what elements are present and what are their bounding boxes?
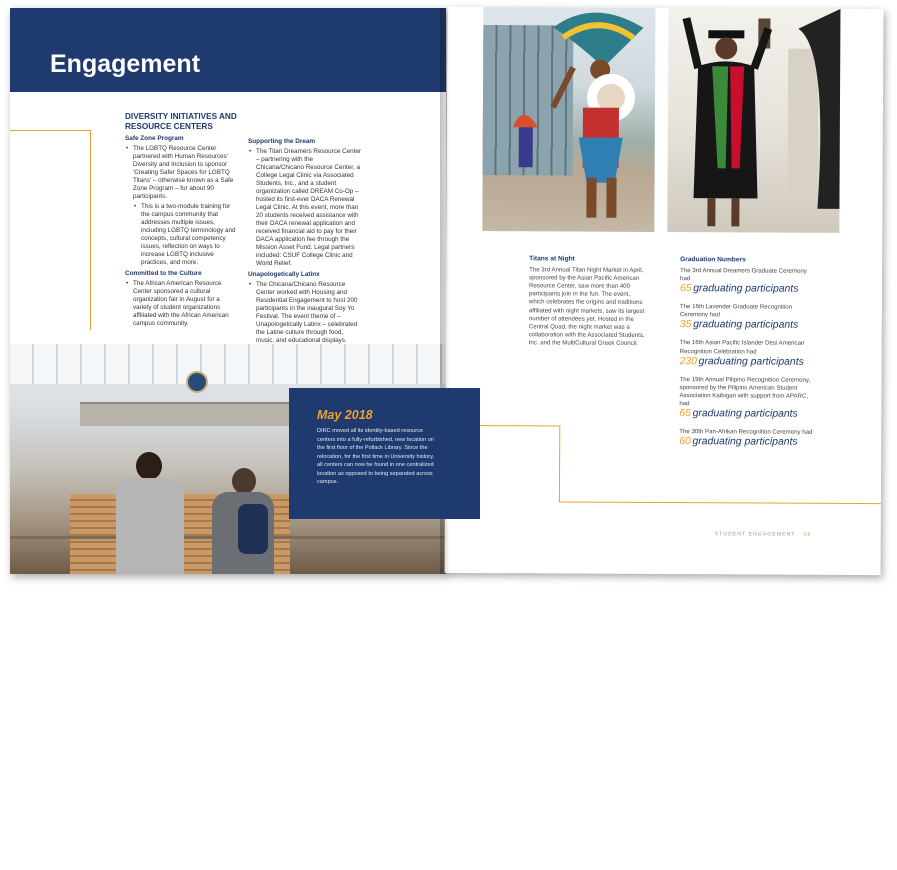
footer-label: STUDENT ENGAGEMENT	[714, 531, 796, 538]
graduation-count: 60	[679, 436, 691, 448]
right-page	[445, 7, 884, 575]
subheading-latinx: Unapologetically Latinx	[248, 271, 320, 278]
graduation-count: 35	[679, 319, 692, 331]
bullet-culture: • The African American Resource Center sponsored a cultural organization fair in August for a variety of student organizations affiliated with the African American campus community.	[125, 280, 239, 328]
graduation-desc: The 16th Asian Pacific Islander Desi American Recognition Celebration had	[679, 339, 805, 356]
graduation-count: 65	[679, 408, 691, 420]
graduation-desc: The 30th Pan-Afrikan Recognition Ceremony had	[679, 428, 813, 436]
student-figure	[116, 452, 184, 574]
may-2018-callout	[289, 388, 480, 519]
graduation-count: 230	[679, 355, 698, 367]
callout-title: May 2018	[317, 408, 373, 422]
titans-at-night-column	[529, 255, 647, 348]
graduate-figure	[667, 8, 840, 233]
decorative-rule	[559, 501, 881, 504]
page-number-left: 07	[76, 864, 84, 870]
titans-heading: Titans at Night	[529, 255, 575, 263]
decorative-rule-vertical	[90, 130, 91, 330]
bullet-safe-zone: • The LGBTQ Resource Center partnered with Human Resources' Diversity and Inclusion to sponsor 'Creating Safer Spaces for LGBTQ Titans' – otherwise known as a Safe Zone Program – for about 90 participants.	[125, 145, 239, 201]
bullet-latinx: • The Chicana/Chicano Resource Center worked with Housing and Residential Engagement to host 200 participants in the inaugural Soy Yo Festival. The event theme of – Unapologetically Latinx – celebrated the Latine culture through food, music, and educational displays.	[248, 281, 362, 345]
graduation-label: graduating participants	[692, 408, 798, 420]
titans-body: The 3rd Annual Titan Night Market in April, sponsored by the Asian Pacific American Resource Center, saw more than 400 participants join in the fun. The event, which celebrates the origins and traditions affiliated with night markets, saw its largest number of attendees yet. Hosted in the Central Quad, the night market was a collaboration with the Associated Students, Inc. and the MultiCultural Greek Council.	[528, 266, 645, 347]
aztec-dancer-photo	[482, 7, 655, 232]
graduation-desc: The 19th Annual Pilipino Recognition Ceremony, sponsored by the Pilipino American Student Association Kaibigan with support from APARC, had	[679, 375, 811, 408]
dancer-figure	[482, 7, 655, 232]
decorative-rule	[10, 130, 90, 131]
graduate-celebrating-photo	[667, 8, 840, 233]
engagement-banner	[10, 8, 446, 92]
skylight	[10, 344, 446, 384]
graduation-numbers-column	[679, 256, 814, 457]
subheading-safe-zone: Safe Zone Program	[125, 135, 184, 142]
graduation-label: graduating participants	[693, 319, 799, 332]
graduation-item	[679, 376, 813, 421]
graduation-item	[680, 303, 814, 332]
column-left	[125, 112, 239, 330]
graduation-item	[679, 428, 813, 449]
graduation-item	[680, 340, 814, 369]
section-title: DIVERSITY INITIATIVES AND RESOURCE CENTERS	[125, 112, 237, 131]
footer	[715, 531, 812, 538]
subheading-dream: Supporting the Dream	[248, 138, 316, 145]
decorative-rule-vertical	[559, 425, 560, 501]
student-figure	[208, 468, 278, 574]
graduation-label: graduating participants	[692, 436, 798, 448]
callout-body: DIRC moved all its identity-based resource centers into a fully-refurbished, new location on the first floor of the Pollack Library. Since the relocation, for the first time in University history, all centers can now be found in one centralized location as opposed to being separated across campus.	[317, 428, 435, 485]
bullet-dream: • The Titan Dreamers Resource Center – partnering with the Chicana/Chicano Resource Center, a College Legal Clinic via Associated Students, Inc., and a student organization called DREAM Co-Op – hosted its first-ever DACA Renewal Legal Clinic. At this event, more than 20 students received assistance with their DACA renewal application and received financial aid to pay for their DACA application fee through the Mission Asset Fund. Legal partners included: CSUF College Clinic and World Relief.	[248, 148, 362, 268]
graduation-desc: The 16th Lavender Graduate Recognition Ceremony had	[679, 303, 793, 319]
column-right	[248, 135, 362, 347]
graduation-item	[680, 267, 814, 296]
subheading-culture: Committed to the Culture	[125, 270, 202, 277]
page-number-right: 08	[803, 531, 812, 538]
graduation-label: graduating participants	[698, 355, 804, 368]
graduation-count: 65	[679, 283, 692, 295]
graduation-desc: The 3rd Annual Dreamers Graduate Ceremony had	[680, 267, 807, 283]
sub-bullet-safe-zone: • This is a two-module training for the campus community that addresses multiple issues, including LGBTQ terminology and concepts, cultural competency issues, reflection on ways to increase LGBTQ inclusive practices, and more.	[125, 203, 239, 267]
graduation-heading: Graduation Numbers	[680, 256, 746, 264]
graduation-label: graduating participants	[693, 283, 799, 295]
university-seal-icon	[186, 371, 208, 393]
page-title: Engagement	[50, 50, 201, 78]
